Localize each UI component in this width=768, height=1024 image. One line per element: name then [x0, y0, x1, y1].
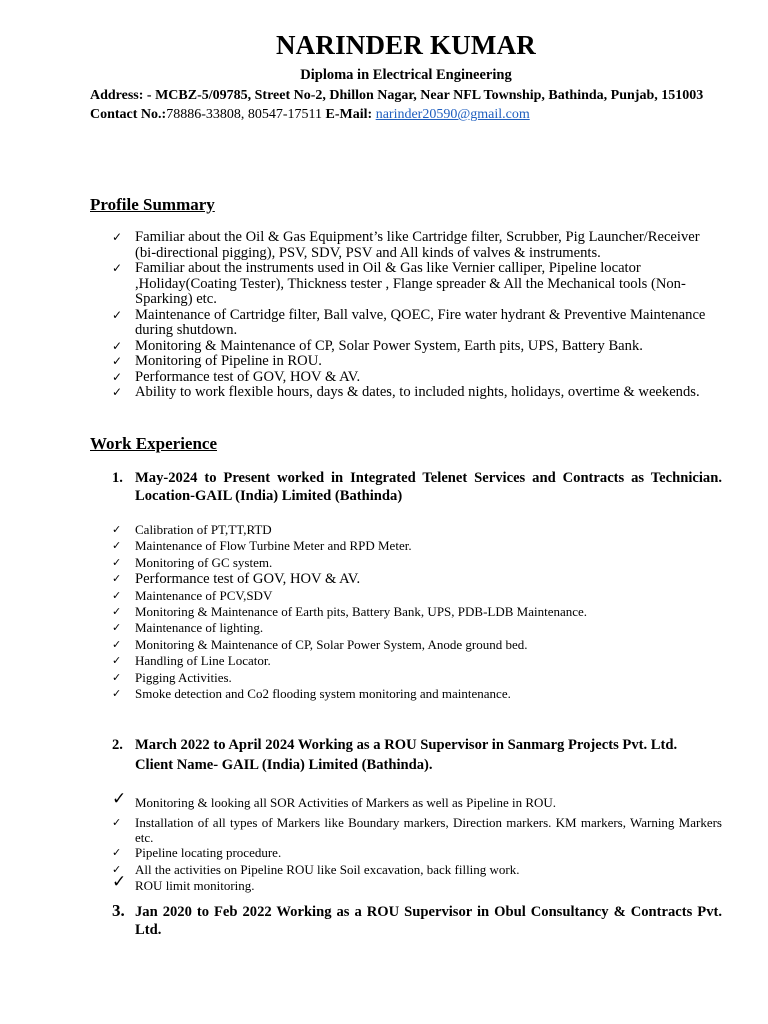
list-item: ✓ Monitoring & looking all SOR Activities of Markers as well as Pipeline in ROU. — [112, 789, 557, 810]
profile-summary-list — [112, 230, 722, 401]
check-icon: ✓ — [112, 369, 123, 384]
list-item: ✓ Calibration of PT,TT,RTD — [112, 522, 272, 537]
job-2-duties-list — [112, 789, 722, 895]
work-experience-heading: Work Experience — [90, 434, 218, 453]
check-icon: ✓ — [112, 588, 122, 602]
job-1-title: 1. May-2024 to Present worked in Integrated Telenet Services and Contracts as Technician. Location-GAIL (India) Limited (Bathinda) — [112, 470, 722, 504]
check-icon: ✓ — [112, 637, 122, 651]
list-item: ✓ Monitoring of GC system. — [112, 554, 273, 570]
job-number: 2. — [112, 737, 123, 753]
email-link[interactable]: narinder20590@gmail.com — [375, 107, 530, 122]
job-number: 3. — [112, 901, 125, 920]
check-icon: ✓ — [112, 354, 123, 368]
check-icon: ✓ — [112, 670, 122, 684]
list-item: ✓ Maintenance of lighting. — [112, 620, 264, 636]
list-item: ✓ Maintenance of Cartridge filter, Ball valve, QOEC, Fire water hydrant & Preventive Maintenance during shutdown. — [112, 306, 706, 338]
job-3-title: 3. Jan 2020 to Feb 2022 Working as a ROU Supervisor in Obul Consultancy & Contracts Pvt. Ltd. — [112, 901, 722, 938]
check-icon: ✓ — [112, 872, 127, 893]
check-icon: ✓ — [112, 523, 122, 536]
list-item: ✓ Familiar about the Oil & Gas Equipment’s like Cartridge filter, Scrubber, Pig Launcher/Receiver (bi-directional pigging), PSV, SDV, PSV and All kinds of valves & instruments. — [112, 229, 700, 261]
contact-line — [90, 107, 530, 123]
contact-value: 78886-33808, 80547-17511 — [166, 107, 326, 122]
list-item: ✓ Pigging Activities. — [112, 669, 232, 685]
list-item: ✓ Monitoring & Maintenance of CP, Solar Power System, Earth pits, UPS, Battery Bank. — [112, 337, 643, 354]
check-icon: ✓ — [112, 862, 122, 876]
candidate-name: NARINDER KUMAR — [275, 30, 537, 60]
list-item: ✓ All the activities on Pipeline ROU like Soil excavation, back filling work. — [112, 861, 520, 877]
job-2-title: 2. March 2022 to April 2024 Working as a ROU Supervisor in Sanmarg Projects Pvt. Ltd. Client Name- GAIL (India) Limited (Bathinda). — [112, 737, 678, 773]
list-item: ✓ Ability to work flexible hours, days & dates, to included nights, holidays, overtime & weekends. — [112, 384, 700, 400]
list-item: ✓ Monitoring & Maintenance of CP, Solar Power System, Anode ground bed. — [112, 636, 528, 652]
check-icon: ✓ — [112, 555, 122, 569]
list-item: ✓ Familiar about the instruments used in Oil & Gas like Vernier calliper, Pipeline locator ,Holiday(Coating Tester), Thickness tester , Flange spreader & All the Mechanical tools (Non-Sparking) etc. — [112, 260, 686, 307]
check-icon: ✓ — [112, 789, 127, 809]
check-icon: ✓ — [112, 261, 123, 275]
list-item: ✓ Handling of Line Locator. — [112, 653, 271, 669]
list-item: ✓ Performance test of GOV, HOV & AV. — [112, 571, 361, 588]
email-label: E-Mail: — [325, 107, 376, 122]
list-item: ✓ Performance test of GOV, HOV & AV. — [112, 368, 361, 385]
list-item: ✓ Monitoring of Pipeline in ROU. — [112, 353, 322, 369]
check-icon: ✓ — [112, 572, 122, 586]
check-icon: ✓ — [112, 687, 122, 701]
check-icon: ✓ — [112, 385, 123, 399]
check-icon: ✓ — [112, 621, 122, 635]
check-icon: ✓ — [112, 605, 122, 619]
check-icon: ✓ — [112, 654, 122, 668]
candidate-degree: Diploma in Electrical Engineering — [300, 67, 512, 83]
address-label: Address: - — [90, 88, 156, 103]
list-item: ✓ Maintenance of PCV,SDV — [112, 587, 273, 603]
list-item: ✓ Monitoring & Maintenance of Earth pits, Battery Bank, UPS, PDB-LDB Maintenance. — [112, 604, 588, 620]
address-line — [90, 88, 703, 104]
check-icon: ✓ — [112, 539, 122, 553]
job-1-duties-list — [112, 522, 722, 702]
contact-label: Contact No.: — [90, 107, 167, 122]
address-value: MCBZ-5/09785, Street No-2, Dhillon Nagar, Near NFL Township, Bathinda, Punjab, 151003 — [155, 88, 704, 103]
list-item: ✓ Installation of all types of Markers like Boundary markers, Direction markers. KM markers, Warning Markers etc. — [112, 815, 722, 846]
check-icon: ✓ — [112, 307, 123, 322]
list-item: ✓ Pipeline locating procedure. — [112, 845, 282, 861]
check-icon: ✓ — [112, 816, 122, 830]
list-item: ✓ ROU limit monitoring. — [112, 872, 255, 894]
check-icon: ✓ — [112, 230, 123, 244]
profile-summary-heading: Profile Summary — [90, 195, 215, 214]
job-number: 1. — [112, 470, 123, 486]
check-icon: ✓ — [112, 338, 123, 353]
check-icon: ✓ — [112, 846, 122, 860]
list-item: ✓ Maintenance of Flow Turbine Meter and RPD Meter. — [112, 538, 412, 554]
list-item: ✓ Smoke detection and Co2 flooding system monitoring and maintenance. — [112, 686, 511, 702]
